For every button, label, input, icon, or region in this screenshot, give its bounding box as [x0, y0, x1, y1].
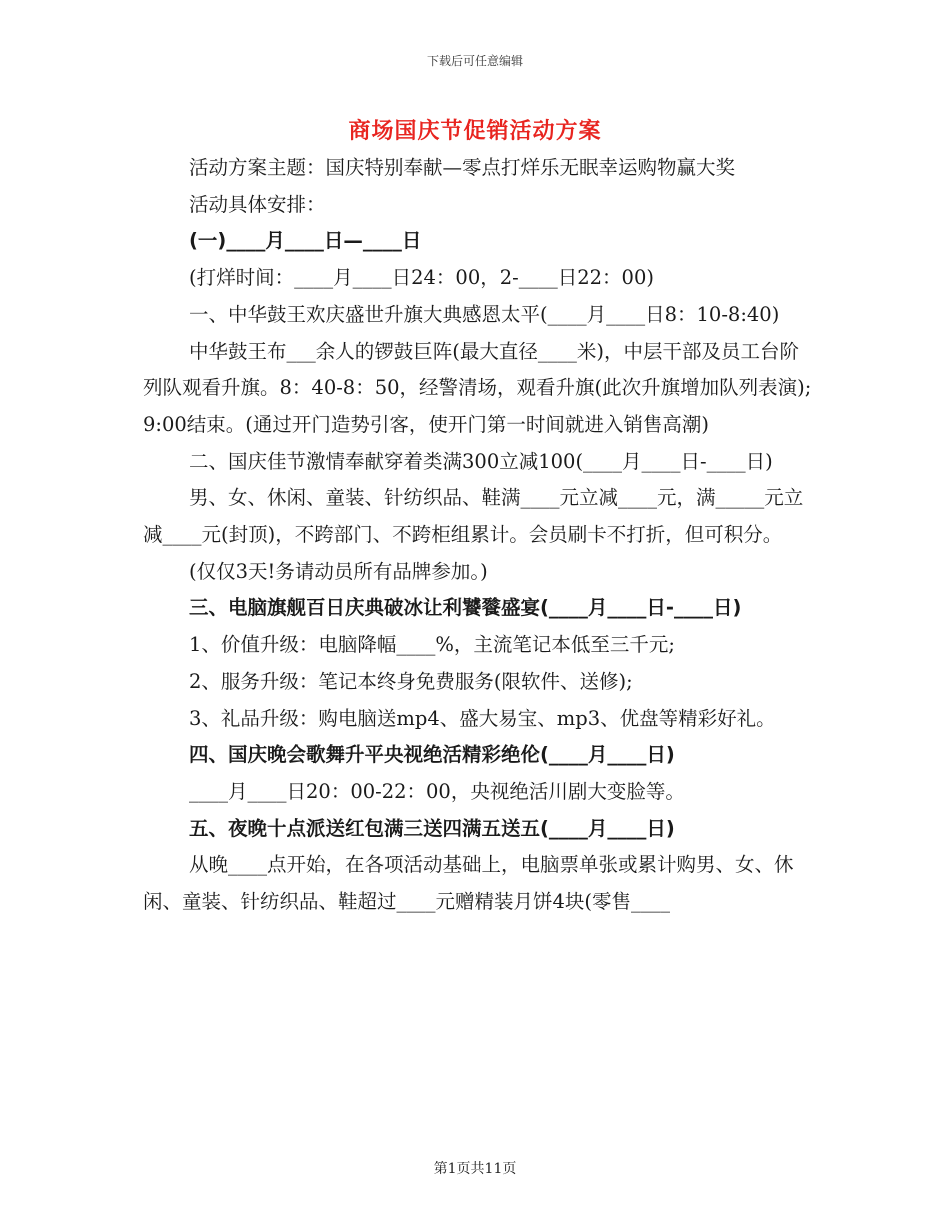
section-4-heading: 四、国庆晚会歌舞升平央视绝活精彩绝伦(____月____日) — [189, 743, 675, 767]
section-1-heading: 一、中华鼓王欢庆盛世升旗大典感恩太平(____月____日8：10-8:40) — [189, 302, 780, 326]
theme-line: 活动方案主题：国庆特别奉献—零点打烊乐无眠幸运购物赢大奖 — [189, 156, 736, 179]
section-5-heading: 五、夜晚十点派送红包满三送四满五送五(____月____日) — [189, 816, 675, 840]
section-4-body: ____月____日20：00-22：00，央视绝活川剧大变脸等。 — [189, 779, 685, 803]
document-body — [143, 150, 813, 921]
section-2-body: 男、女、休闲、童装、针纺织品、鞋满____元立减____元，满_____元立减____元(封顶)，不跨部门、不跨柜组累计。会员刷卡不打折，但可积分。 — [143, 486, 804, 547]
section-1-body: 中华鼓王布___余人的锣鼓巨阵(最大直径____米)，中层干部及员工台阶列队观看升旗。8：40-8：50，经警清场，观看升旗(此次升旗增加队列表演);9:00结束。(通过开门造势引客，使开门第一时间就进入销售高潮) — [143, 339, 812, 436]
section-3-item-1: 1、价值升级：电脑降幅____%，主流笔记本低至三千元; — [189, 633, 676, 657]
section-5-body: 从晚____点开始，在各项活动基础上，电脑票单张或累计购男、女、休闲、童装、针纺织品、鞋超过____元赠精装月饼4块(零售____ — [143, 853, 794, 914]
section-3-item-2: 2、服务升级：笔记本终身免费服务(限软件、送修); — [189, 669, 633, 693]
document-title: 商场国庆节促销活动方案 — [348, 119, 602, 144]
closing-time-line: (打烊时间：____月____日24：00，2-____日22：00) — [189, 266, 654, 290]
section-3-item-3: 3、礼品升级：购电脑送mp4、盛大易宝、mp3、优盘等精彩好礼。 — [189, 706, 776, 730]
section-3-heading: 三、电脑旗舰百日庆典破冰让利饕餮盛宴(____月____日-____日) — [189, 596, 742, 620]
section-2-note: (仅仅3天!务请动员所有品牌参加。) — [189, 559, 488, 583]
header-note: 下载后可任意编辑 — [426, 54, 523, 68]
schedule-heading: 活动具体安排： — [189, 192, 326, 216]
section-2-heading: 二、国庆佳节激情奉献穿着类满300立减100(____月____日-____日) — [189, 449, 773, 473]
section-date-range: (一)____月____日—____日 — [189, 229, 422, 253]
page-footer: 第1页共11页 — [433, 1161, 517, 1177]
